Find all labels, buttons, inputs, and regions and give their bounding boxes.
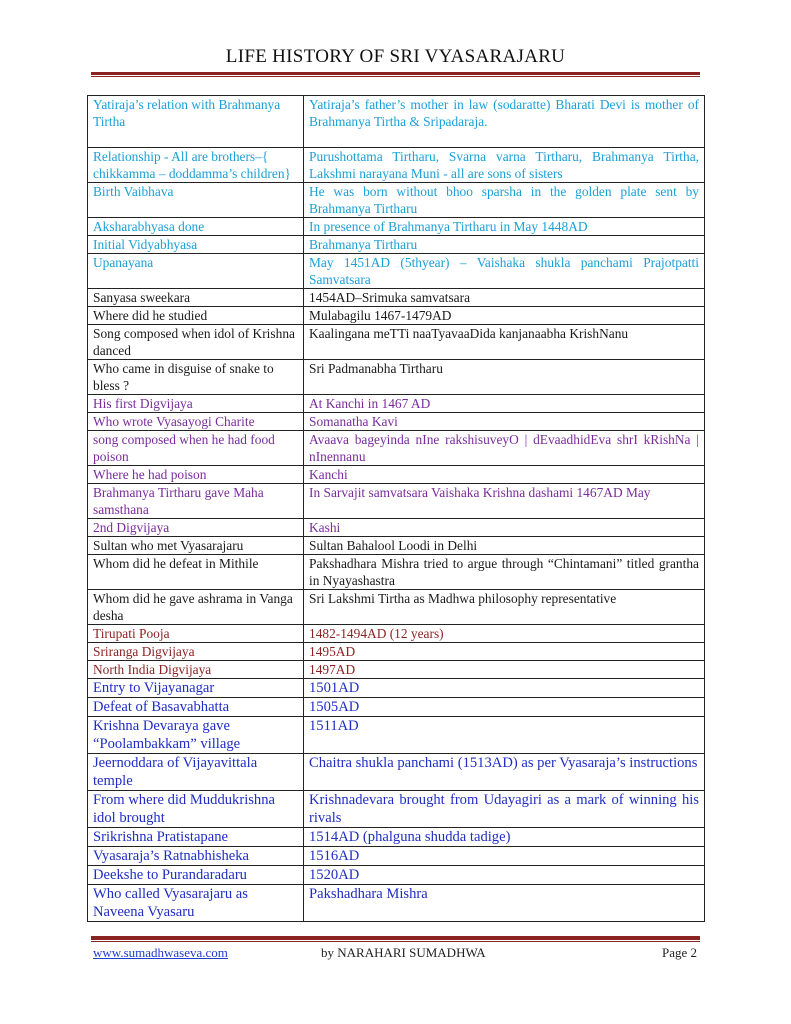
table-row	[88, 866, 705, 885]
answer-cell: 1516AD	[304, 847, 705, 866]
question-cell: Jeernoddara of Vijayavittala temple	[88, 754, 304, 791]
answer-cell: 1501AD	[304, 679, 705, 698]
answer-cell: Sri Lakshmi Tirtha as Madhwa philosophy representative	[304, 590, 705, 625]
question-cell: Where he had poison	[88, 466, 304, 484]
question-cell: Deekshe to Purandaradaru	[88, 866, 304, 885]
question-cell: Aksharabhyasa done	[88, 218, 304, 236]
table-row	[88, 148, 705, 183]
answer-cell: 1505AD	[304, 698, 705, 717]
table-row	[88, 254, 705, 289]
answer-cell: Kanchi	[304, 466, 705, 484]
question-cell: Tirupati Pooja	[88, 625, 304, 643]
question-cell: Krishna Devaraya gave “Poolambakkam” village	[88, 717, 304, 754]
answer-cell: Pakshadhara Mishra	[304, 885, 705, 922]
table-row	[88, 791, 705, 828]
footer-rule-thin	[91, 941, 700, 942]
question-cell: Birth Vaibhava	[88, 183, 304, 218]
table-row	[88, 519, 705, 537]
answer-cell: At Kanchi in 1467 AD	[304, 395, 705, 413]
table-row	[88, 661, 705, 679]
table-row	[88, 395, 705, 413]
table-row	[88, 325, 705, 360]
table-row	[88, 218, 705, 236]
table-row	[88, 679, 705, 698]
question-cell: Initial Vidyabhyasa	[88, 236, 304, 254]
question-cell: Sanyasa sweekara	[88, 289, 304, 307]
table-row	[88, 828, 705, 847]
table-row	[88, 236, 705, 254]
answer-cell: 1514AD (phalguna shudda tadige)	[304, 828, 705, 847]
answer-cell: In Sarvajit samvatsara Vaishaka Krishna dashami 1467AD May	[304, 484, 705, 519]
table-row	[88, 413, 705, 431]
table-row	[88, 847, 705, 866]
question-cell: North India Digvijaya	[88, 661, 304, 679]
question-cell: Relationship - All are brothers–{ chikkamma – doddamma’s children}	[88, 148, 304, 183]
answer-cell: He was born without bhoo sparsha in the golden plate sent by Brahmanya Tirtharu	[304, 183, 705, 218]
table-row	[88, 555, 705, 590]
answer-cell: Mulabagilu 1467-1479AD	[304, 307, 705, 325]
table-row	[88, 466, 705, 484]
answer-cell: Sri Padmanabha Tirtharu	[304, 360, 705, 395]
page-title: LIFE HISTORY OF SRI VYASARAJARU	[225, 46, 566, 67]
question-cell: Brahmanya Tirtharu gave Maha samsthana	[88, 484, 304, 519]
table-row	[88, 625, 705, 643]
question-cell: Who came in disguise of snake to bless ?	[88, 360, 304, 395]
table-row	[88, 289, 705, 307]
answer-cell: Brahmanya Tirtharu	[304, 236, 705, 254]
answer-cell: Kashi	[304, 519, 705, 537]
author-credit: by NARAHARI SUMADHWA	[321, 945, 486, 960]
answer-cell: Krishnadevara brought from Udayagiri as a mark of winning his rivals	[304, 791, 705, 828]
question-cell: From where did Muddukrishna idol brought	[88, 791, 304, 828]
table-row	[88, 307, 705, 325]
answer-cell: 1520AD	[304, 866, 705, 885]
answer-cell: Chaitra shukla panchami (1513AD) as per Vyasaraja’s instructions	[304, 754, 705, 791]
question-cell: Srikrishna Pratistapane	[88, 828, 304, 847]
answer-cell: 1454AD–Srimuka samvatsara	[304, 289, 705, 307]
answer-cell: 1482-1494AD (12 years)	[304, 625, 705, 643]
header-rule	[91, 72, 700, 75]
answer-cell: Somanatha Kavi	[304, 413, 705, 431]
answer-cell: Pakshadhara Mishra tried to argue through “Chintamani” titled grantha in Nyayashastra	[304, 555, 705, 590]
question-cell: Sultan who met Vyasarajaru	[88, 537, 304, 555]
table-row	[88, 484, 705, 519]
question-cell: Yatiraja’s relation with Brahmanya Tirtha	[88, 96, 304, 148]
answer-cell: In presence of Brahmanya Tirtharu in May 1448AD	[304, 218, 705, 236]
table-row	[88, 717, 705, 754]
table-row	[88, 360, 705, 395]
table-row	[88, 431, 705, 466]
table-row	[88, 754, 705, 791]
answer-cell: Yatiraja’s father’s mother in law (sodaratte) Bharati Devi is mother of Brahmanya Tirtha & Sripadaraja.	[304, 96, 705, 148]
answer-cell: Kaalingana meTTi naaTyavaaDida kanjanaabha KrishNanu	[304, 325, 705, 360]
question-cell: Who called Vyasarajaru as Naveena Vyasaru	[88, 885, 304, 922]
history-table	[87, 95, 705, 922]
question-cell: 2nd Digvijaya	[88, 519, 304, 537]
question-cell: Sriranga Digvijaya	[88, 643, 304, 661]
question-cell: Entry to Vijayanagar	[88, 679, 304, 698]
answer-cell: 1495AD	[304, 643, 705, 661]
question-cell: Upanayana	[88, 254, 304, 289]
answer-cell: Avaava bageyinda nIne rakshisuveyO | dEvaadhidEva shrI kRishNa | nInennanu	[304, 431, 705, 466]
header-rule-thin	[91, 76, 700, 77]
table-row	[88, 537, 705, 555]
table-row	[88, 698, 705, 717]
question-cell: Where did he studied	[88, 307, 304, 325]
footer-rule	[91, 936, 700, 940]
answer-cell: May 1451AD (5thyear) – Vaishaka shukla panchami Prajotpatti Samvatsara	[304, 254, 705, 289]
question-cell: Song composed when idol of Krishna danced	[88, 325, 304, 360]
question-cell: His first Digvijaya	[88, 395, 304, 413]
table-row	[88, 183, 705, 218]
answer-cell: 1511AD	[304, 717, 705, 754]
answer-cell: Sultan Bahalool Loodi in Delhi	[304, 537, 705, 555]
answer-cell: 1497AD	[304, 661, 705, 679]
website-link[interactable]: www.sumadhwaseva.com	[93, 945, 228, 960]
table-row	[88, 96, 705, 148]
table-row	[88, 590, 705, 625]
question-cell: Vyasaraja’s Ratnabhisheka	[88, 847, 304, 866]
answer-cell: Purushottama Tirtharu, Svarna varna Tirtharu, Brahmanya Tirtha, Lakshmi narayana Muni - all are sons of sisters	[304, 148, 705, 183]
question-cell: Whom did he gave ashrama in Vanga desha	[88, 590, 304, 625]
question-cell: Whom did he defeat in Mithile	[88, 555, 304, 590]
question-cell: song composed when he had food poison	[88, 431, 304, 466]
question-cell: Who wrote Vyasayogi Charite	[88, 413, 304, 431]
table-row	[88, 643, 705, 661]
table-row	[88, 885, 705, 922]
question-cell: Defeat of Basavabhatta	[88, 698, 304, 717]
page-number: Page 2	[661, 945, 697, 960]
